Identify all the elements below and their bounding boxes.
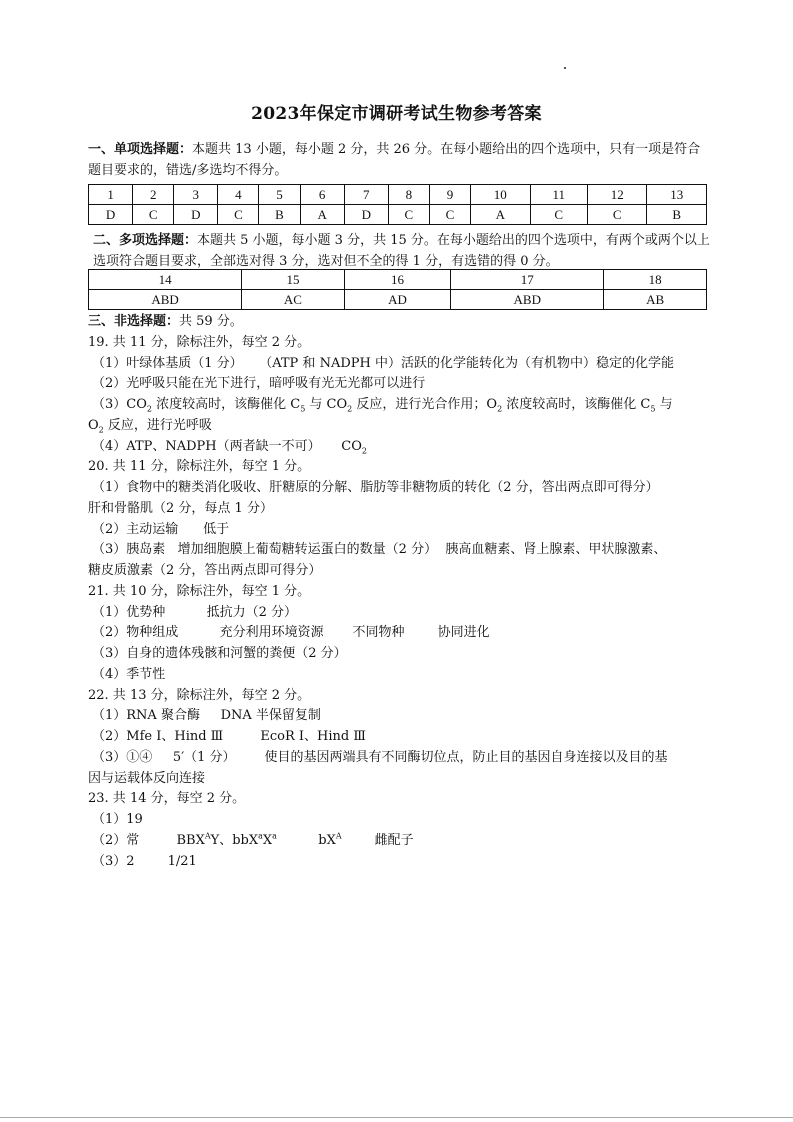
supscript: A [204, 831, 211, 841]
answer-line [88, 540, 710, 561]
answer-text: 肝和骨骼肌（2 分，每点 1 分） [88, 500, 273, 516]
section2-intro [93, 230, 710, 272]
answer-text: （3）自身的遗体残骸和河蟹的粪便（2 分） [92, 646, 347, 661]
table-cell: 5 [259, 185, 300, 205]
answer-row [89, 290, 707, 310]
answer-line [88, 354, 710, 375]
table-cell: 4 [218, 185, 259, 205]
section2-desc: 本题共 5 小题，每小题 3 分，共 15 分。在每小题给出的四个选项中，有两个或两个以上选项符合题目要求，全部选对得 3 分，选对但不全的得 1 分，有选错的得 0 分。 [93, 233, 710, 269]
table-cell: 15 [242, 270, 345, 290]
answer-text: 21. 共 10 分，除标注外，每空 1 分。 [88, 583, 311, 599]
answer-line [88, 333, 710, 354]
answer-text: 雌配子 [341, 832, 414, 848]
answer-line [88, 644, 710, 665]
answer-text: （2）光呼吸只能在光下进行，暗呼吸有光无光都可以进行 [92, 376, 426, 392]
table-cell: AB [604, 290, 707, 310]
answer-text: 浓度较高时，该酶催化 C [502, 397, 651, 412]
answer-line [88, 810, 710, 831]
answer-text: Y、bbX [210, 832, 259, 848]
answer-text: 反应，进行光呼吸 [103, 417, 212, 433]
table-cell: 11 [530, 185, 587, 205]
answer-line [88, 374, 710, 395]
table-cell: 1 [89, 185, 133, 205]
answer-line [88, 748, 710, 769]
section1-desc: 本题共 13 小题，每小题 2 分，共 26 分。在每小题给出的四个选项中，只有一项是符合题目要求的，错选/多选均不得分。 [88, 142, 701, 178]
answer-line [88, 457, 710, 478]
table-cell: ABD [89, 290, 242, 310]
section3-heading: 三、非选择题： [88, 314, 180, 329]
supscript: a [272, 831, 277, 841]
answer-line [88, 831, 710, 852]
answer-text: 23. 共 14 分，每空 2 分。 [88, 791, 246, 807]
table-cell: B [647, 205, 707, 225]
table-cell: C [133, 205, 174, 225]
table-cell: D [344, 205, 388, 225]
answer-line [88, 769, 710, 790]
supscript: A [335, 831, 342, 841]
table-cell: C [429, 205, 470, 225]
answer-line [88, 603, 710, 624]
table-cell: C [587, 205, 646, 225]
table-cell: AC [242, 290, 345, 310]
subscript: 2 [347, 404, 353, 414]
answer-text: （2）物种组成 充分利用环境资源 不同物种 协同进化 [92, 625, 490, 641]
answer-line [88, 520, 710, 541]
table-cell: D [174, 205, 218, 225]
table-cell: C [218, 205, 259, 225]
table-cell: D [89, 205, 133, 225]
subscript: 2 [361, 446, 367, 456]
table-cell: AD [344, 290, 450, 310]
answer-text: 反应，进行光合作用；O [352, 397, 498, 412]
answer-text: （2）主动运输 低于 [92, 521, 230, 537]
answer-text: O [88, 417, 99, 433]
table-cell: 18 [604, 270, 707, 290]
answer-text: 22. 共 13 分，除标注外，每空 2 分。 [88, 687, 311, 703]
single-choice-answer-table [88, 184, 707, 225]
scan-dot [564, 67, 566, 69]
answer-text: （4）季节性 [92, 666, 166, 682]
section3-heading-line [88, 312, 710, 333]
table-cell: 17 [451, 270, 604, 290]
subscript: 2 [146, 404, 152, 414]
table-cell: ABD [451, 290, 604, 310]
answer-line [88, 437, 710, 458]
table-cell: A [300, 205, 344, 225]
subscript: 5 [300, 404, 306, 414]
answer-text: 20. 共 11 分，除标注外，每空 1 分。 [88, 459, 311, 475]
answer-text: （1）优势种 抵抗力（2 分） [92, 604, 297, 620]
table-cell: 12 [587, 185, 646, 205]
answer-line [88, 852, 710, 873]
subscript: 2 [98, 425, 104, 435]
answer-text: （1）19 [92, 812, 143, 827]
subscript: 2 [497, 404, 503, 414]
answer-text: 糖皮质激素（2 分，答出两点即可得分） [88, 563, 322, 578]
table-cell: 13 [647, 185, 707, 205]
table-cell: 10 [471, 185, 530, 205]
section1-heading: 一、单项选择题： [88, 142, 193, 157]
page-title: 2023年保定市调研考试生物参考答案 [251, 104, 542, 124]
table-cell: 2 [133, 185, 174, 205]
section1-intro [88, 139, 710, 181]
answer-line [88, 395, 710, 416]
answer-text: 与 [655, 397, 673, 412]
answer-line [88, 727, 710, 748]
table-cell: C [388, 205, 429, 225]
answer-line [88, 582, 710, 603]
table-cell: 8 [388, 185, 429, 205]
answer-text: （2）常 BBX [92, 832, 205, 848]
answer-text: 与 CO [305, 397, 348, 412]
answer-text: （1）RNA 聚合酶 DNA 半保留复制 [92, 708, 321, 724]
answer-line [88, 623, 710, 644]
answer-text: （1）食物中的糖类消化吸收、肝糖原的分解、脂肪等非糖物质的转化（2 分，答出两点即可得分） [92, 480, 659, 495]
answer-text: （4）ATP、NADPH（两者缺一不可） CO [92, 438, 362, 454]
table-cell: 3 [174, 185, 218, 205]
answer-line [88, 416, 710, 437]
table-cell: 9 [429, 185, 470, 205]
multi-choice-answer-table [88, 269, 707, 310]
answer-text: bX [276, 832, 336, 848]
supscript: a [258, 831, 263, 841]
answer-text: （3）CO [92, 397, 147, 412]
answer-text: （3）2 1/21 [92, 853, 197, 869]
answer-text: （1）叶绿体基质（1 分） （ATP 和 NADPH 中）活跃的化学能转化为（有机物中）稳定的化学能 [92, 355, 674, 371]
answer-text: （2）Mfe I、Hind Ⅲ EcoR I、Hind Ⅲ [92, 729, 366, 744]
table-cell: 7 [344, 185, 388, 205]
question-number-row [89, 185, 707, 205]
answer-line [88, 665, 710, 686]
section2-heading: 二、多项选择题： [93, 233, 198, 248]
section3-desc: 共 59 分。 [179, 314, 243, 329]
answer-row [89, 205, 707, 225]
answer-text: 19. 共 11 分，除标注外，每空 2 分。 [88, 334, 311, 350]
table-cell: A [471, 205, 530, 225]
answer-text: 浓度较高时，该酶催化 C [151, 397, 301, 412]
subscript: 5 [650, 404, 656, 414]
table-cell: 14 [89, 270, 242, 290]
table-cell: C [530, 205, 587, 225]
answer-text: 因与运载体反向连接 [88, 770, 206, 786]
question-number-row [89, 270, 707, 290]
table-cell: 16 [344, 270, 450, 290]
answer-text: （3）胰岛素 增加细胞膜上葡萄糖转运蛋白的数量（2 分） 胰高血糖素、肾上腺素、甲状腺激素、 [92, 542, 667, 558]
answer-line [88, 706, 710, 727]
table-cell: 6 [300, 185, 344, 205]
answer-line [88, 499, 710, 520]
answer-line [88, 789, 710, 810]
answer-text: X [262, 832, 273, 848]
answer-line [88, 561, 710, 582]
non-choice-answers [88, 312, 710, 872]
answer-line [88, 686, 710, 707]
table-cell: B [259, 205, 300, 225]
answer-text: （3）①④ 5′（1 分） 使目的基因两端具有不同酶切位点，防止目的基因自身连接以及目的基 [92, 749, 668, 765]
page-bottom-border [0, 1117, 793, 1118]
answer-line [88, 478, 710, 499]
